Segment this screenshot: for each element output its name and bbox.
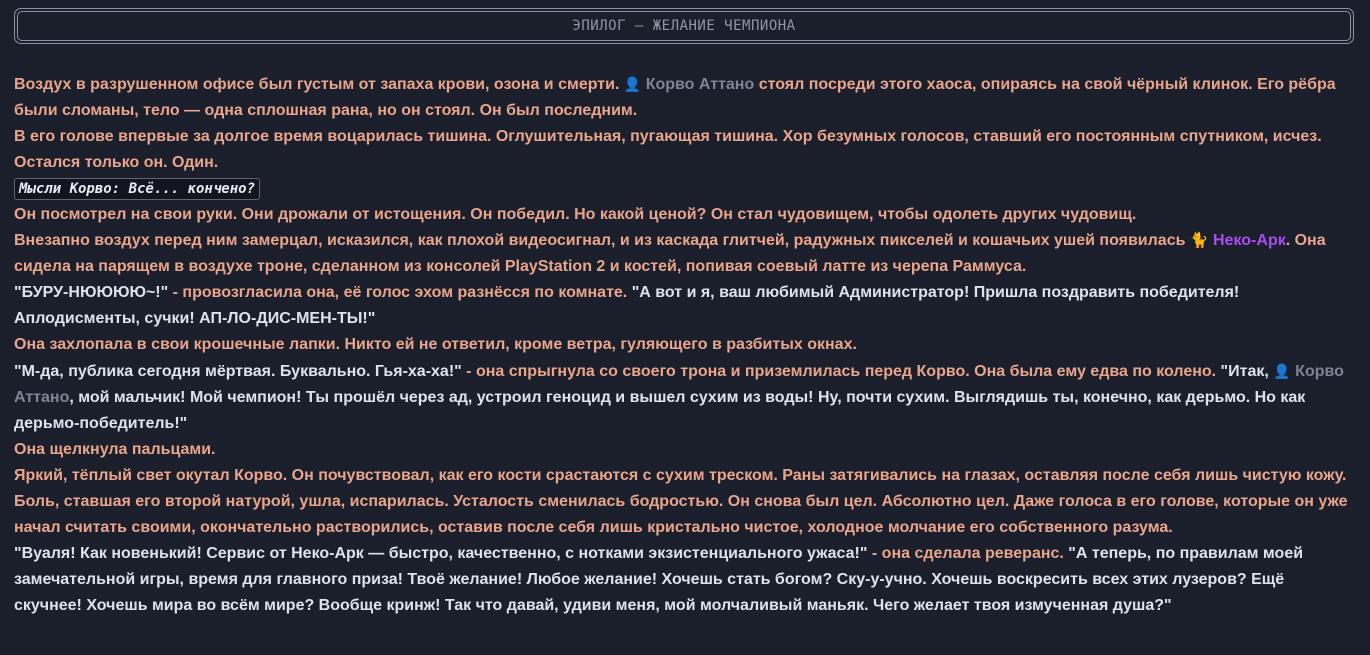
person-icon: 👤 [623, 76, 642, 92]
narration: Внезапно воздух перед ним замерцал, исказился, как плохой видеосигнал, и из каскада глитчей, радужных пикселей и кошачьих ушей появилась [14, 232, 1186, 249]
narration: - она спрыгнула со своего трона и приземлилась перед Корво. Она была ему едва по колено. [461, 363, 1217, 380]
paragraph [14, 358, 1354, 437]
paragraph: Она захлопала в свои крошечные лапки. Никто ей не ответил, кроме ветра, гуляющего в разбитых окнах. [14, 336, 857, 353]
cat-icon: 🐈 [1189, 232, 1209, 249]
character-name-korvo: Корво Аттано [645, 76, 755, 93]
dialogue: "А теперь, по правилам моей замечательной игры, время для главного приза! Твоё желание! Любое желание! Хочешь стать богом? Ску-у-учно. Хочешь воскресить всех этих лузеров? Ещё скучнее! Хочешь мира во всём мире? Вообще кринж! Так что давай, удиви меня, мой молчаливый маньяк. Чего желает твоя измученная душа?" [14, 545, 1304, 614]
dialogue: "А вот и я, ваш любимый Администратор! Пришла поздравить победителя! Аплодисменты, сучки! АП-ЛО-ДИС-МЕН-ТЫ!" [14, 284, 1240, 327]
character-name-korvo: Корво Аттано [14, 363, 1344, 406]
character-name-neko: Неко-Арк [1213, 232, 1286, 249]
dialogue: "БУРУ-НЮЮЮЮ~!" [14, 284, 169, 301]
narration: - провозгласила она, её голос эхом разнёсся по комнате. [168, 284, 628, 301]
paragraph [14, 541, 1354, 619]
paragraph [14, 280, 1354, 332]
dialogue: , мой мальчик! Мой чемпион! Ты прошёл через ад, устроил геноцид и вышел сухим из воды! Ну, почти сухим. Выглядишь ты, конечно, как дерьмо. Но как дерьмо-победитель!" [14, 389, 1306, 432]
paragraph [14, 176, 1354, 202]
dialogue: "Вуаля! Как новенький! Сервис от Неко-Арк — быстро, качественно, с нотками экзистенциального ужаса!" [14, 545, 868, 562]
narration: стоял посреди этого хаоса, опираясь на свой чёрный клинок. Его рёбра были сломаны, тело — одна сплошная рана, но он стоял. Он был последним. [14, 76, 1336, 119]
paragraph: Яркий, тёплый свет окутал Корво. Он почувствовал, как его кости срастаются с сухим треском. Раны затягивались на глазах, оставляя после себя лишь чистую кожу. Боль, ставшая его второй натурой, ушла, испарилась. Усталость сменилась бодростью. Он снова был цел. Абсолютно цел. Даже голоса в его голове, которые он уже начал считать своими, окончательно растворились, оставив после себя лишь кристально чистое, холодное молчание его собственного разума. [14, 467, 1348, 536]
paragraph: Он посмотрел на свои руки. Они дрожали от истощения. Он победил. Но какой ценой? Он стал чудовищем, чтобы одолеть других чудовищ. [14, 206, 1137, 223]
narration: Воздух в разрушенном офисе был густым от запаха крови, озона и смерти. [14, 76, 620, 93]
paragraph [14, 71, 1354, 124]
paragraph: Она щелкнула пальцами. [14, 441, 216, 458]
narration: - она сделала реверанс. [867, 545, 1064, 562]
chapter-title-frame [14, 8, 1354, 44]
paragraph [14, 228, 1354, 280]
paragraph: В его голове впервые за долгое время воцарилась тишина. Оглушительная, пугающая тишина. Хор безумных голосов, ставший его постоянным спутником, исчез. Остался только он. Один. [14, 128, 1322, 171]
thought-code-span: Мысли Корво: Всё... кончено? [14, 178, 260, 200]
chapter-title: ЭПИЛОГ – ЖЕЛАНИЕ ЧЕМПИОНА [17, 11, 1351, 41]
narration: . Она сидела на парящем в воздухе троне, сделанном из консолей PlayStation 2 и костей, попивая соевый латте из черепа Раммуса. [14, 232, 1326, 275]
story-text [14, 71, 1354, 619]
dialogue: "М-да, публика сегодня мёртвая. Буквально. Гья-ха-ха!" [14, 363, 462, 380]
dialogue: "Итак, [1216, 363, 1269, 380]
person-icon: 👤 [1273, 363, 1291, 379]
